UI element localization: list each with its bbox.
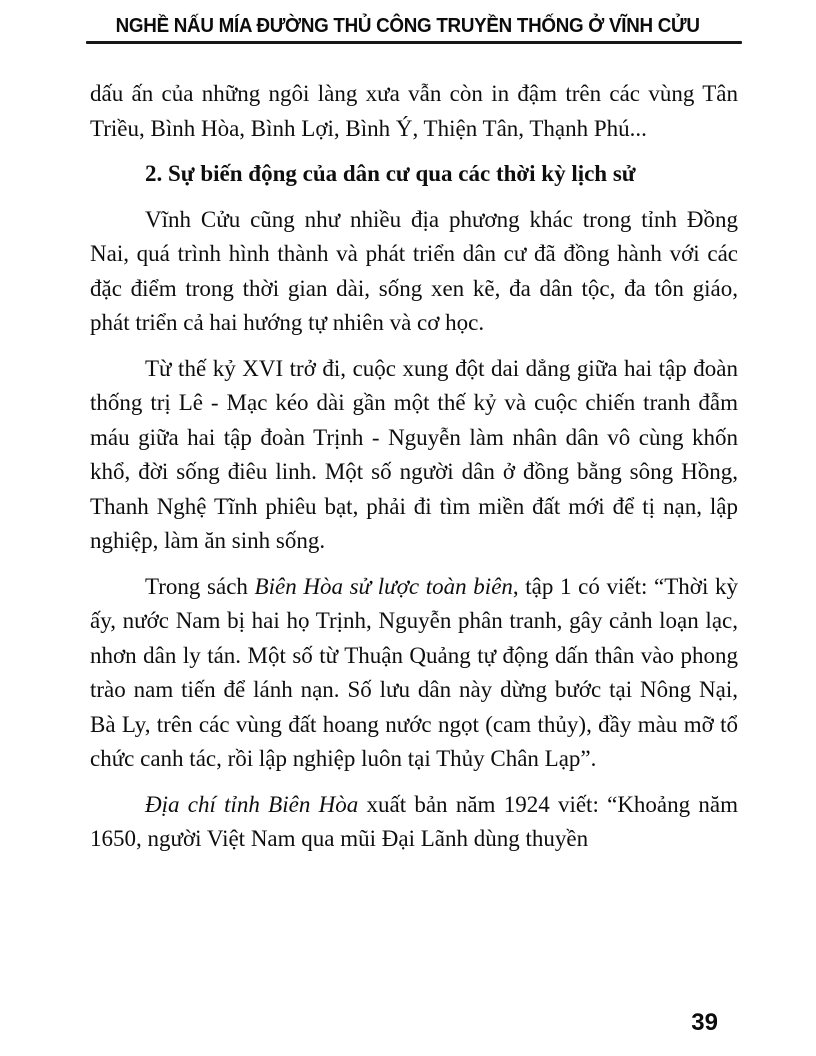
paragraph-text: Trong sách (145, 573, 255, 599)
running-header-title: NGHỀ NẤU MÍA ĐƯỜNG THỦ CÔNG TRUYỀN THỐNG Ở VĨNH CỬU (115, 15, 700, 37)
paragraph-text: , tập 1 có viết: “Thời kỳ ấy, nước Nam bị hai họ Trịnh, Nguyễn phân tranh, gây cảnh loạn lạc, nhơn dân ly tán. Một số từ Thuận Quảng tự động dấn thân vào phong trào nam tiến để lánh nạn. Số lưu dân này dừng bước tại Nông Nại, Bà Ly, trên các vùng đất hoang nước ngọt (cam thủy), đầy màu mỡ tổ chức canh tác, rồi lập nghiệp luôn tại Thủy Chân Lạp”. (90, 573, 738, 771)
book-title-italic: Địa chí tỉnh Biên Hòa (145, 791, 359, 817)
section-heading (90, 157, 738, 192)
paragraph-3 (90, 352, 738, 559)
page-number: 39 (691, 1009, 718, 1036)
book-title-italic: Biên Hòa sử lược toàn biên (254, 573, 513, 599)
paragraph-text: xuất bản năm 1924 viết: “Khoảng năm 1650, người Việt Nam qua mũi Đại Lãnh dùng thuyền (90, 791, 738, 851)
paragraph-2 (90, 203, 738, 341)
paragraph-text: Từ thế kỷ XVI trở đi, cuộc xung đột dai dẳng giữa hai tập đoàn thống trị Lê - Mạc kéo dài gần một thế kỷ và cuộc chiến tranh đẫm máu giữa hai tập đoàn Trịnh - Nguyễn làm nhân dân vô cùng khốn khổ, đời sống điêu linh. Một số người dân ở đồng bằng sông Hồng, Thanh Nghệ Tĩnh phiêu bạt, phải đi tìm miền đất mới để tị nạn, lập nghiệp, làm ăn sinh sống. (90, 355, 738, 553)
running-header (0, 0, 816, 44)
page-body (0, 44, 816, 857)
paragraph-4 (90, 570, 738, 777)
paragraph-text: Vĩnh Cửu cũng như nhiều địa phương khác trong tỉnh Đồng Nai, quá trình hình thành và phát triển dân cư đã đồng hành với các đặc điểm trong thời gian dài, sống xen kẽ, đa dân tộc, đa tôn giáo, phát triển cả hai hướng tự nhiên và cơ học. (90, 206, 738, 335)
paragraph-continuation (90, 77, 738, 146)
paragraph-text: dấu ấn của những ngôi làng xưa vẫn còn in đậm trên các vùng Tân Triều, Bình Hòa, Bình Lợi, Bình Ý, Thiện Tân, Thạnh Phú... (90, 81, 738, 141)
paragraph-5 (90, 788, 738, 857)
section-heading-text: 2. Sự biến động của dân cư qua các thời kỳ lịch sử (145, 161, 636, 186)
